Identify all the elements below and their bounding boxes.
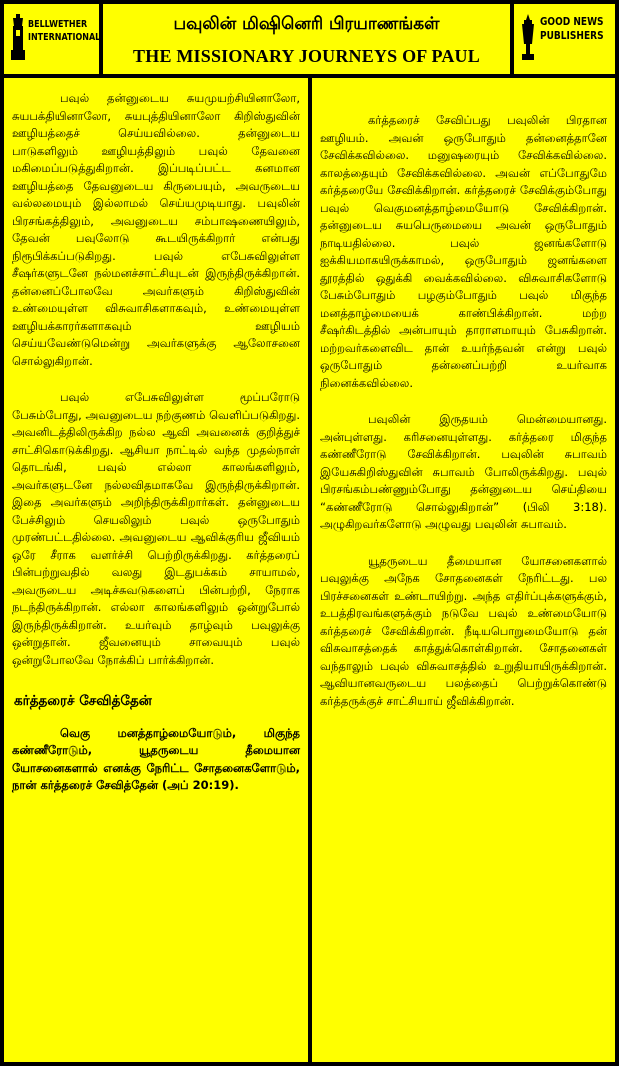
right-logo-line-2: PUBLISHERS: [540, 29, 604, 42]
left-paragraph-1: பவுல் தன்னுடைய சுயமுயற்சியினாலோ, சுயபக்தியினாலோ, சுயபுத்தியினாலோ கிறிஸ்துவின் ஊழியத்தைச் செய்யவில்லை. தன்னுடைய பாடுகளிலும் ஊழியத்திலும் பவுல் தேவனை மகிமைப்படுத்துகிறான். இப்படிப்பட்ட கனமான ஊழியத்தை தேவனுடைய கிருபையும், அவருடைய வல்லமையும் இல்லாமல் செய்யமுடியாது. பவுலின் பிரசங்கத்திலும், அவனுடைய சம்பாஷணையிலும், தேவன் பவுலோடு கூடயிருக்கிறார் என்பது நிரூபிக்கப்படுகிறது. பவுல் எபேசுவிலுள்ள சீஷர்களுடனே நல்மனச்சாட்சியுடன் இருந்திருக்கிறான். தன்னைப்போலவே அவர்களும் கிறிஸ்துவின் உண்மையுள்ள விசுவாசிகளாகவும், உண்மையுள்ள ஊழியக்காரர்களாகவும் ஊழியம் செய்யவேண்டுமென்று அவர்களுக்கு ஆலோசனை சொல்லுகிறான்.: [12, 91, 300, 368]
right-paragraph-3: யூதருடைய தீமையான யோசனைகளால் பவுலுக்கு அநேக சோதனைகள் நேரிட்டது. பல பிரச்சனைகள் உண்டாயிற்று. அந்த எதிர்ப்புக்களுக்கும், உபத்திரவங்களுக்கும் நடுவே பவுல் உண்மையோடு கர்த்தரைச் சேவிக்கிறான். நீடியபொறுமையோடு தன் விசுவாசத்தைக் காத்துக்கொள்கிறான். சோதனைகள் வந்தாலும் பவுல் விசுவாசத்தில் உறுதியாயிருக்கிறான். ஆவியானவருடைய பலத்தைப் பெற்றுக்கொண்டு கர்த்தருக்குச் சாட்சியாய் ஜீவிக்கிறான்.: [320, 553, 607, 708]
good-news-logo-box: [514, 4, 615, 74]
tamil-title: பவுலின் மிஷினெரி பிரயாணங்கள்: [173, 14, 440, 34]
english-title: THE MISSIONARY JOURNEYS OF PAUL: [133, 46, 480, 66]
right-paragraph-2: பவுலின் இருதயம் மென்மையானது. அன்புள்ளது. கரிசனையுள்ளது. கர்த்தரை மிகுந்த கண்ணீரோடு சேவிக்கிறான். பவுலின் சுபாவம் இயேசுகிறிஸ்துவின் சுபாவம் போலிருக்கிறது. பவுல் பிரசங்கம்பண்ணும்போது தன்னுடைய செய்தியை “கண்ணீரோடு சொல்லுகிறான்” (பிலி 3:18). அழுகிறவர்களோடு அழுவது பவுலின் சுபாவம்.: [320, 412, 607, 531]
right-paragraph-1: கர்த்தரைச் சேவிப்பது பவுலின் பிரதான ஊழியம். அவன் ஒருபோதும் தன்னைத்தானே சேவிக்கவில்லை. மனுஷரையும் சேவிக்கவில்லை. காலத்தையும் சேவிக்கவில்லை. அவன் எப்போதுமே கர்த்தரையே சேவிக்கிறான். கர்த்தரைச் சேவிக்கும்போது பவுல் வெகுமனத்தாழ்மையோடு சேவிக்கிறான். தன்னுடைய சுயபெருமையை அவன் ஒருபோதும் நாடியதில்லை. பவுல் ஜனங்களோடு ஐக்கியமாகயிருக்காமல், ஒருபோதும் ஜனங்களை தூரத்தில் ஒதுக்கி வைக்கவில்லை. விசுவாசிகளோடு பேசும்போதும் பழகும்போதும் பவுல் மிகுந்த மனத்தாழ்மையைக் காண்பிக்கிறான். மற்ற சீஷர்கிடத்தில் அன்பாயும் தாராளமாயும் பேசுகிறான். மற்றவர்களைவிட தான் உயர்ந்தவன் என்று பவுல் ஒருபோதும் தன்னைப்பற்றி உயர்வாக நினைக்கவில்லை.: [320, 113, 607, 390]
lamp-icon: [520, 14, 536, 62]
bellwether-logo-box: [4, 4, 99, 74]
bell-tower-icon: [10, 14, 26, 62]
left-paragraph-2: பவுல் எபேசுவிலுள்ள மூப்பரோடு பேசும்போது, அவனுடைய நற்குணம் வெளிப்படுகிறது. அவனிடத்திலிருக்கிற நல்ல ஆவி அவனைக் குறித்துச் சாட்சிகொடுக்கிறது. ஆசியா நாட்டில் வந்த முதல்நாள் தொடங்கி, பவுல் எல்லா காலங்களிலும், அவர்களுடனே நல்லவிதமாகவே இருந்திருக்கிறான். இதை அவர்களும் அறிந்திருக்கிறார்கள். தன்னுடைய பேச்சிலும் செயலிலும் பவுல் ஒருபோதும் முரண்பட்டதில்லை. அவனுடைய ஆவிக்குரிய ஜீவியம் ஒரே சீராக வளர்ச்சி பெற்றிருக்கிறது. கர்த்தரைப் பின்பற்றுவதில் வலது இடதுபக்கம் சாயாமல், அவருடைய அடிச்சுவடுகளைப் பின்பற்றி, நேராக நடந்திருக்கிறான். எல்லா காலங்களிலும் ஒன்றுபோல் இருந்திருக்கிறான். உயர்வும் தாழ்வும் பவுலுக்கு ஒன்றுதான். ஜீவனையும் சாவையும் பவுல் ஒன்றுபோலவே நோக்கிப் பார்க்கிறான்.: [12, 390, 300, 667]
right-logo-line-1: GOOD NEWS: [540, 15, 604, 28]
right-column: [312, 78, 615, 1062]
left-logo-line-2: INTERNATIONAL: [28, 32, 101, 43]
left-column: [4, 78, 308, 1062]
left-logo-line-1: BELLWETHER: [28, 19, 88, 30]
title-box: [103, 4, 510, 74]
scripture-quote: வெகு மனத்தாழ்மையோடும், மிகுந்த கண்ணீரோடும், யூதருடைய தீமையான யோசனைகளால் எனக்கு நேரிட்ட சோதனைகளோடும், நான் கர்த்தரைச் சேவித்தேன் (அப் 20:19).: [12, 725, 300, 792]
section-heading: கர்த்தரைச் சேவித்தேன்: [14, 693, 152, 709]
